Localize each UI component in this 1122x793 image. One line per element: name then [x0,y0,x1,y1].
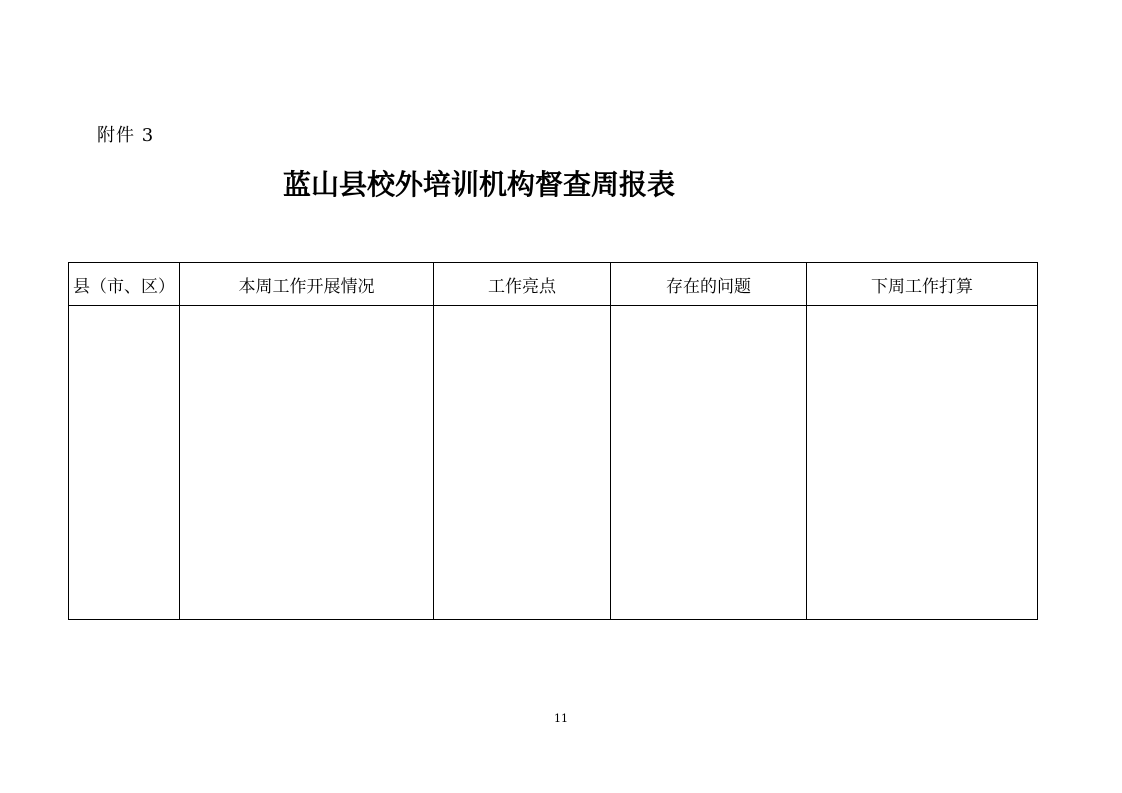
header-county: 县（市、区） [69,263,180,306]
cell-problems[interactable] [611,306,807,620]
cell-next-week-plan[interactable] [807,306,1038,620]
header-highlights: 工作亮点 [434,263,611,306]
cell-weekly-work[interactable] [180,306,434,620]
cell-highlights[interactable] [434,306,611,620]
attachment-label: 附件 3 [97,125,155,146]
header-problems: 存在的问题 [611,263,807,306]
cell-county[interactable] [69,306,180,620]
table-header-row [69,263,1038,306]
document-title: 蓝山县校外培训机构督查周报表 [283,168,676,201]
header-next-week-plan: 下周工作打算 [807,263,1038,306]
table-row [69,306,1038,620]
page-number: 11 [554,712,568,725]
weekly-report-table [68,262,1038,620]
header-weekly-work: 本周工作开展情况 [180,263,434,306]
